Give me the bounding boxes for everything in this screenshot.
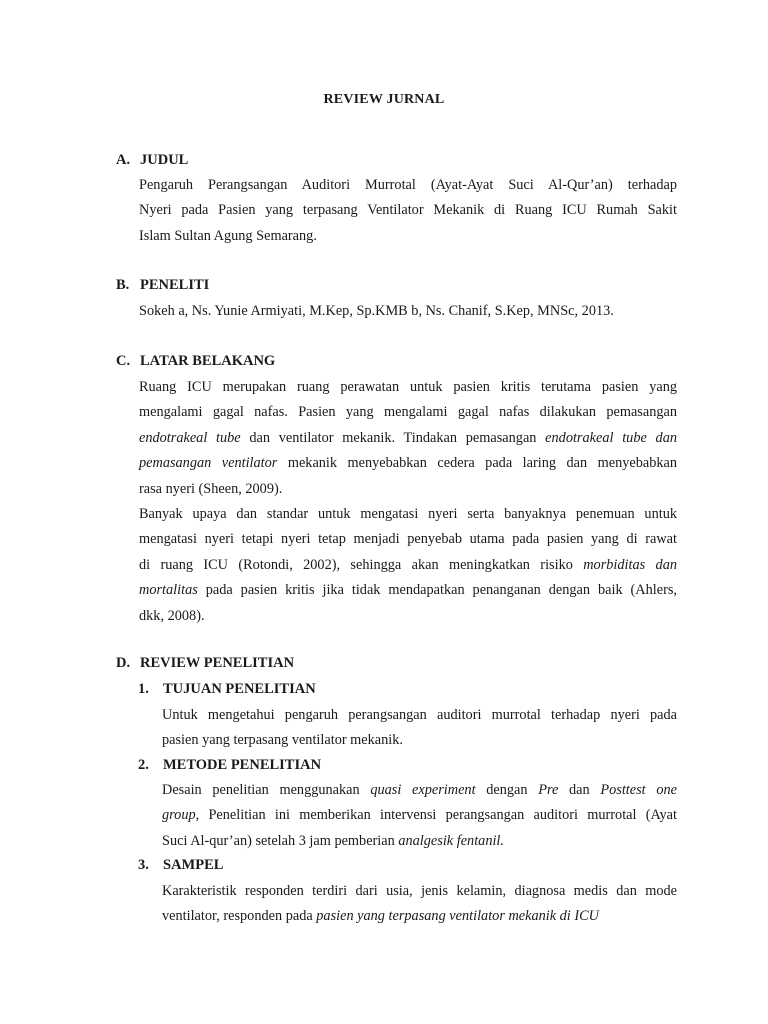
- section-d-heading: [116, 655, 294, 672]
- paragraph-text: Desain penelitian menggunakan: [162, 782, 371, 798]
- subsection-title: TUJUAN PENELITIAN: [163, 681, 316, 697]
- italic-term: endotrakeal tube dan: [545, 429, 677, 446]
- paragraph-line: dkk, 2008).: [139, 607, 205, 624]
- subsection-3-body: [162, 879, 677, 930]
- section-a-line: Nyeri pada Pasien yang terpasang Ventilator Mekanik di Ruang ICU Rumah Sakit: [139, 202, 677, 219]
- section-c-title: LATAR BELAKANG: [140, 353, 276, 369]
- paragraph-line: [162, 803, 677, 828]
- paragraph-line: pasien yang terpasang ventilator mekanik.: [162, 732, 403, 749]
- paragraph-line: rasa nyeri (Sheen, 2009).: [139, 480, 283, 497]
- section-b-body: [139, 299, 677, 324]
- paragraph-line: Ruang ICU merupakan ruang perawatan untuk pasien kritis terutama pasien yang: [139, 379, 677, 395]
- paragraph-line: [139, 451, 677, 476]
- subsection-1-heading: [138, 681, 316, 698]
- subsection-number: 1.: [138, 681, 149, 697]
- subsection-number: 2.: [138, 757, 149, 773]
- subsection-number: 3.: [138, 857, 149, 873]
- authors-line: Sokeh a, Ns. Yunie Armiyati, M.Kep, Sp.KMB b, Ns. Chanif, S.Kep, MNSc, 2013.: [139, 303, 614, 319]
- subsection-1-body: [162, 703, 677, 754]
- subsection-2-body: [162, 778, 677, 854]
- section-d-letter: D.: [116, 655, 131, 671]
- paragraph-text: mekanik menyebabkan cedera pada laring dan menyebabkan: [277, 455, 677, 472]
- paragraph-text: pada pasien kritis jika tidak mendapatkan penanganan dengan baik (Ahlers,: [197, 582, 677, 599]
- paragraph-line: [162, 778, 677, 803]
- italic-term: Posttest one: [600, 782, 677, 798]
- section-c-paragraph-1: [139, 375, 677, 502]
- section-c-heading: [116, 353, 275, 370]
- section-c-letter: C.: [116, 353, 131, 369]
- paragraph-line: Banyak upaya dan standar untuk mengatasi nyeri serta banyaknya penemuan untuk: [139, 506, 677, 522]
- section-a-heading: [116, 152, 188, 169]
- section-b-heading: [116, 277, 209, 294]
- italic-term: pemasangan ventilator: [139, 455, 278, 472]
- section-a-body: [139, 173, 677, 249]
- paragraph-text: dan: [558, 782, 601, 798]
- italic-term: quasi experiment: [370, 782, 476, 798]
- italic-term: mortalitas: [139, 582, 198, 599]
- italic-term: endotrakeal tube: [139, 429, 241, 446]
- paragraph-line: [162, 829, 677, 854]
- section-a-title: JUDUL: [140, 152, 189, 168]
- document-title: REVIEW JURNAL: [323, 92, 445, 107]
- paragraph-text: ventilator, responden pada: [162, 908, 317, 925]
- paragraph-text: di ruang ICU (Rotondi, 2002), sehingga akan meningkatkan risiko: [139, 556, 584, 573]
- paragraph-text: Suci Al-qur’an) setelah 3 jam pemberian: [162, 832, 399, 849]
- subsection-title: METODE PENELITIAN: [163, 757, 322, 773]
- paragraph-line: [139, 426, 677, 451]
- italic-term: pasien yang terpasang ventilator mekanik di ICU: [316, 908, 599, 925]
- section-a-line: Islam Sultan Agung Semarang.: [139, 227, 317, 244]
- subsection-3-heading: [138, 857, 223, 874]
- paragraph-line: [139, 553, 677, 578]
- subsection-title: SAMPEL: [163, 857, 224, 873]
- paragraph-line: Untuk mengetahui pengaruh perangsangan auditori murrotal terhadap nyeri pada: [162, 707, 677, 723]
- paragraph-line: [139, 578, 677, 603]
- italic-term: group,: [162, 807, 200, 824]
- section-d-title: REVIEW PENELITIAN: [140, 655, 295, 671]
- section-c-paragraph-2: [139, 502, 677, 629]
- section-a-letter: A.: [116, 152, 131, 168]
- section-b-title: PENELITI: [140, 277, 210, 293]
- paragraph-text: dengan: [475, 782, 539, 798]
- paragraph-text: Penelitian ini memberikan intervensi perangsangan auditori murrotal (Ayat: [199, 807, 677, 824]
- paragraph-line: [162, 904, 677, 929]
- subsection-2-heading: [138, 757, 321, 774]
- paragraph-line: mengatasi nyeri tetapi nyeri tetap menjadi penyebab utama pada pasien yang di rawat: [139, 531, 677, 548]
- paragraph-text: dan ventilator mekanik. Tindakan pemasangan: [240, 429, 546, 446]
- section-b-letter: B.: [116, 277, 130, 293]
- paragraph-line: mengalami gagal nafas. Pasien yang mengalami gagal nafas dilakukan pemasangan: [139, 404, 677, 421]
- paragraph-line: Karakteristik responden terdiri dari usia, jenis kelamin, diagnosa medis dan mode: [162, 883, 677, 899]
- italic-term: Pre: [538, 782, 559, 798]
- italic-term: morbiditas dan: [583, 556, 678, 573]
- section-a-line: Pengaruh Perangsangan Auditori Murrotal (Ayat-Ayat Suci Al-Qur’an) terhadap: [139, 177, 677, 193]
- italic-term: analgesik fentanil.: [398, 832, 504, 849]
